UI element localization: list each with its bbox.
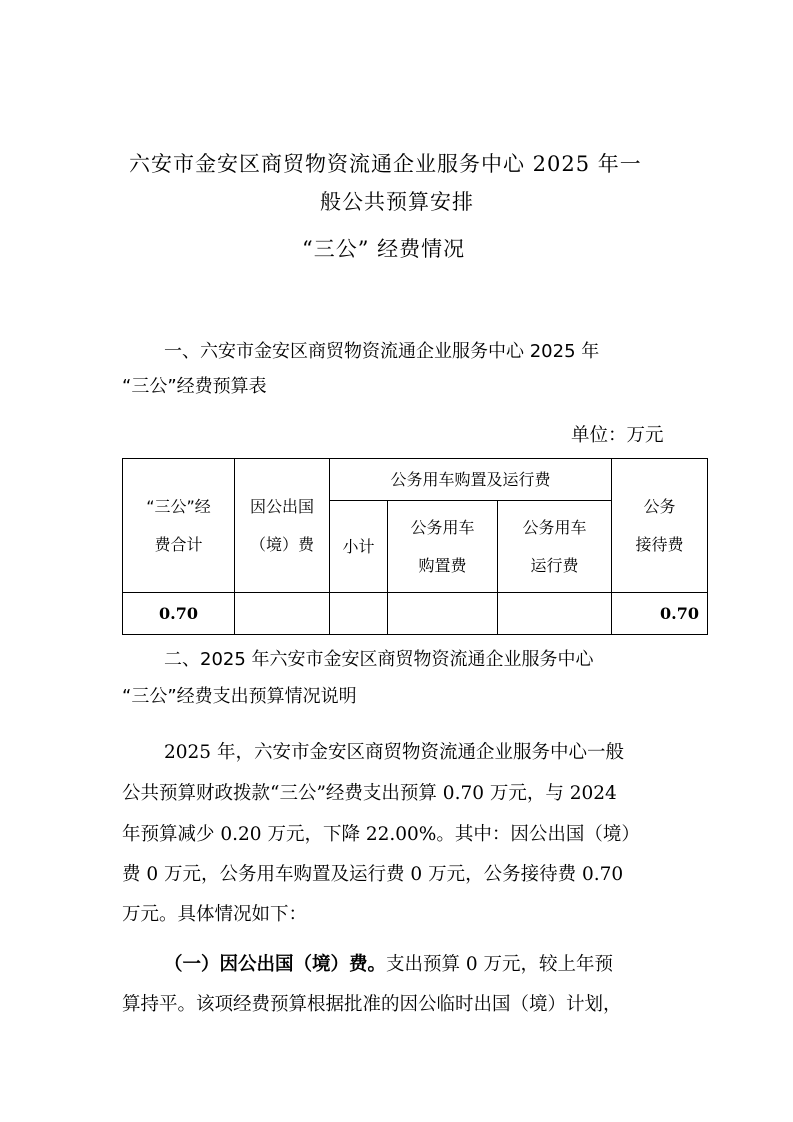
- document-title-line-2: 般公共预算安排: [320, 190, 474, 214]
- three-public-budget-table: [122, 458, 708, 635]
- subsection1-rest: 支出预算 0 万元，较上年预: [386, 954, 614, 975]
- header-vehicle-group: 公务用车购置及运行费: [330, 459, 612, 501]
- subsection1-line-2: 算持平。该项经费预算根据批准的因公临时出国（境）计划，: [122, 994, 622, 1015]
- section1-heading-line-1: 一、六安市金安区商贸物资流通企业服务中心 2025 年: [164, 341, 600, 362]
- paragraph-line-3: 年预算减少 0.20 万元，下降 22.00%。其中：因公出国（境）: [122, 824, 640, 845]
- cell-abroad: [235, 593, 330, 635]
- header-subtotal: 小计: [330, 501, 388, 593]
- paragraph-line-5: 万元。具体情况如下：: [122, 904, 308, 925]
- cell-purchase: [388, 593, 498, 635]
- header-reception: 公务 接待费: [612, 459, 708, 593]
- section2-heading-line-2: “三公”经费支出预算情况说明: [122, 686, 357, 707]
- section2-heading-line-1: 二、2025 年六安市金安区商贸物资流通企业服务中心: [164, 649, 594, 670]
- paragraph-line-1: 2025 年，六安市金安区商贸物资流通企业服务中心一般: [164, 742, 624, 763]
- subsection1-lead: （一）因公出国（境）费。: [164, 954, 387, 975]
- header-purchase: 公务用车 购置费: [388, 501, 498, 593]
- cell-total: 0.70: [123, 593, 235, 635]
- header-total: “三公”经 费合计: [123, 459, 235, 593]
- cell-operation: [498, 593, 612, 635]
- paragraph-line-2: 公共预算财政拨款“三公”经费支出预算 0.70 万元，与 2024: [122, 783, 617, 804]
- unit-label: 单位：万元: [571, 425, 664, 446]
- paragraph-line-4: 费 0 万元，公务用车购置及运行费 0 万元，公务接待费 0.70: [122, 864, 624, 885]
- header-abroad: 因公出国 （境）费: [235, 459, 330, 593]
- document-title-line-3: “三公” 经费情况: [302, 237, 466, 261]
- cell-reception: 0.70: [612, 593, 708, 635]
- subsection1-line-1: [164, 952, 613, 978]
- cell-subtotal: [330, 593, 388, 635]
- header-operation: 公务用车 运行费: [498, 501, 612, 593]
- section1-heading-line-2: “三公”经费预算表: [122, 376, 267, 397]
- document-title-line-1: 六安市金安区商贸物资流通企业服务中心 2025 年一: [129, 152, 642, 176]
